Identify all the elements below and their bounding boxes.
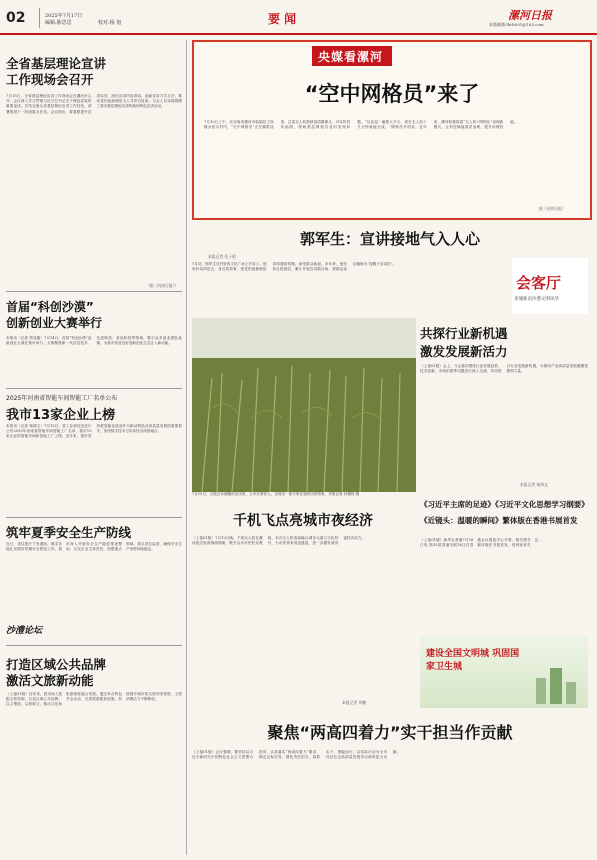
article-body: （上接01版）会议强调，要坚持以习近平新时代中国特色社会主义思想为指导，认真落实“两高四着力”要求，锚定目标任务，强化责任担当，真抓实干、勇毅前行，以实际行动为全市经济社会高质量发展作出新的更大贡献。 <box>192 750 401 760</box>
section-name: 要 闻 <box>268 12 297 26</box>
column-label: 会客厅 <box>516 274 562 292</box>
column-label: 沙澧论坛 <box>6 626 43 636</box>
article-title: 郭军生：宣讲接地气入人心 <box>299 230 480 248</box>
civic-banner <box>420 636 588 708</box>
feature-body: 7月10日上午，在河南省漯河市临颍县王岗镇水张乌村内，“空中网格员”正在精准巡查，这架无人机搭载高清摄像头，可实时回传画面，帮助基层网格员及时发现问题。“以前巡一遍要大半天，现在无人机十几分钟就能完成。”网格员介绍说。近年来，漯河积极探索“无人机+网格化”治理新模式，让科技赋能基层治理，提升治理效能。 <box>204 120 518 130</box>
article-title: 激发发展新活力 <box>420 344 508 359</box>
feature-banner: 央媒看漯河 <box>312 46 472 66</box>
article-body: 7月初，郭军生在村里的文化广场上开讲了。他用朴实的语言、身边的故事，把党的创新理论讲得通俗易懂，深受群众欢迎。多年来，他坚持扎根基层，累计开展宣讲数百场，被群众亲切地称为“泥腿子宣讲员”。 <box>192 262 397 272</box>
article-body: 本报讯（记者 杨鸿文）7月15日，省工业和信息化厅公布2025年河南省智能车间智能工厂名单，我市13家企业的智能车间和智能工厂上榜。近年来，我市坚持把智能化改造作为推动制造业高质量发展的重要抓手，加快数字技术与实体经济深度融合。 <box>6 424 182 439</box>
article-byline: 本报记者 刘鹏 <box>342 700 366 705</box>
article-byline: 本报记者 张子昭 <box>208 254 236 259</box>
article-body: （上接01版）7月12日晚，千架无人机在漯河夜空组成绚丽图案，吸引众多市民驻足观看。本次无人机表演融合城市元素与文化符号，为市民带来视觉盛宴，进一步激发城市夜经济活力。 <box>192 536 365 546</box>
article-title: 工作现场会召开 <box>6 72 94 87</box>
feature-title: “空中网格员”来了 <box>304 82 480 106</box>
article-title: 首届“科创沙漠” <box>6 300 94 314</box>
article-body: 本报讯（记者 郑亚鑫）7月14日，首届“科创沙漠”创新创业大赛在我市举行。大赛聚焦新一代信息技术、先进制造、食品科技等领域，吸引众多创业团队参赛，为我市营造良好创新创业生态注入新动能。 <box>6 336 182 346</box>
editor-credit: 编辑:陈思思 <box>45 20 72 26</box>
article-title: 激活文旅新动能 <box>6 673 94 688</box>
article-kicker: 2025年河南省智能车间智能工厂名单公布 <box>6 395 118 402</box>
column-box <box>512 258 588 314</box>
civic-banner-text: 建设全国文明城 巩固国家卫生城 <box>426 649 520 672</box>
feature-byline: 据《光明日报》 <box>539 206 566 211</box>
article-two-high <box>192 716 588 856</box>
cornfield-photo <box>192 318 416 492</box>
article-body: 7月15日，全省基层理论宣讲工作现场会在漯河市召开。会议深入学习贯彻习近平总书记关于理论武装的重要论述，总结交流全省基层理论宣讲工作经验，部署推进下一阶段重点任务。会议指出，要着眼提升宣讲实效，深化宣讲内容供给，创新宣讲方式方法，推动党的创新理论飞入寻常百姓家。与会人员实地观摩了我市基层理论宣讲阵地和特色宣讲活动。 <box>6 94 182 114</box>
feature-box <box>192 40 592 220</box>
article-title: 千机飞点亮城市夜经济 <box>233 513 373 529</box>
issue-date: 2025年7月17日 <box>45 13 83 19</box>
article-drone <box>192 504 414 714</box>
article-byline: 本报记者 杨鸿文 <box>520 482 548 487</box>
page-number: 02 <box>6 10 26 26</box>
left-column <box>6 40 182 855</box>
article-industry <box>420 318 588 488</box>
column-subtitle: 喜城新语沙澧文明风华 <box>514 297 559 302</box>
article-title: 打造区域公共品牌 <box>6 657 107 672</box>
article-title: 筑牢夏季安全生产防线 <box>6 525 132 540</box>
article-title: 聚焦“两高四着力”实干担当作贡献 <box>267 723 513 742</box>
article-title: 我市13家企业上榜 <box>6 408 116 423</box>
masthead <box>0 0 597 34</box>
column-logo <box>6 618 182 636</box>
article-title: 创新创业大赛举行 <box>6 316 103 330</box>
article-byline: （据《河南日报》） <box>146 283 179 288</box>
article-title: 全省基层理论宣讲 <box>6 56 107 71</box>
building-icon <box>532 660 580 704</box>
proofreader-credit: 校对:杨 旭 <box>98 20 122 26</box>
article-body: 近日，省住建厅下发通知，要求各地扎实做好汛期安全防范工作。我市深入开展安全生产隐患排查整治，压实企业主体责任，加强重点领域、重点部位监管，确保安全生产形势持续稳定。 <box>6 542 182 552</box>
paper-logo: 漯河日报 <box>508 9 552 22</box>
article-bookfair <box>420 496 588 634</box>
article-title: 《习近平主席的足迹》《习近平文化思想学习纲要》 <box>420 500 589 509</box>
article-title: 共探行业新机遇 <box>420 326 508 341</box>
article-body: （上接01版）会上，与会嘉宾围绕行业发展趋势、技术创新、市场拓展等话题进行深入交流，共同探讨行业发展新机遇，为推动产业高质量发展凝聚智慧和力量。 <box>420 364 588 374</box>
editorial-email: 本版邮箱:lhrb001@163.com <box>489 22 544 27</box>
article-body: （上接01版）近年来，我市深入挖掘文旅资源，打造区域公共品牌，以文塑旅、以旅彰文，推动文化和旅游深度融合发展。通过举办特色节会活动、完善旅游配套设施，持续提升城市知名度和美誉度，文旅消费活力不断释放。 <box>6 692 182 707</box>
article-body: （上接01版）新华社香港7月16日电 第35届香港书展16日在香港会议展览中心开幕，相关图书繁体版在书展首发，受到读者关注。 <box>420 538 542 548</box>
article-title: 《近镜头：温暖的瞬间》繁体版在香港书展首发 <box>420 516 578 525</box>
photo-caption: 7月15日，召陵区东湖镇的农田里，玉米长势喜人，呈现出一派丰收在望的田园景象。本报记者 孙俊琛 摄 <box>192 492 360 496</box>
